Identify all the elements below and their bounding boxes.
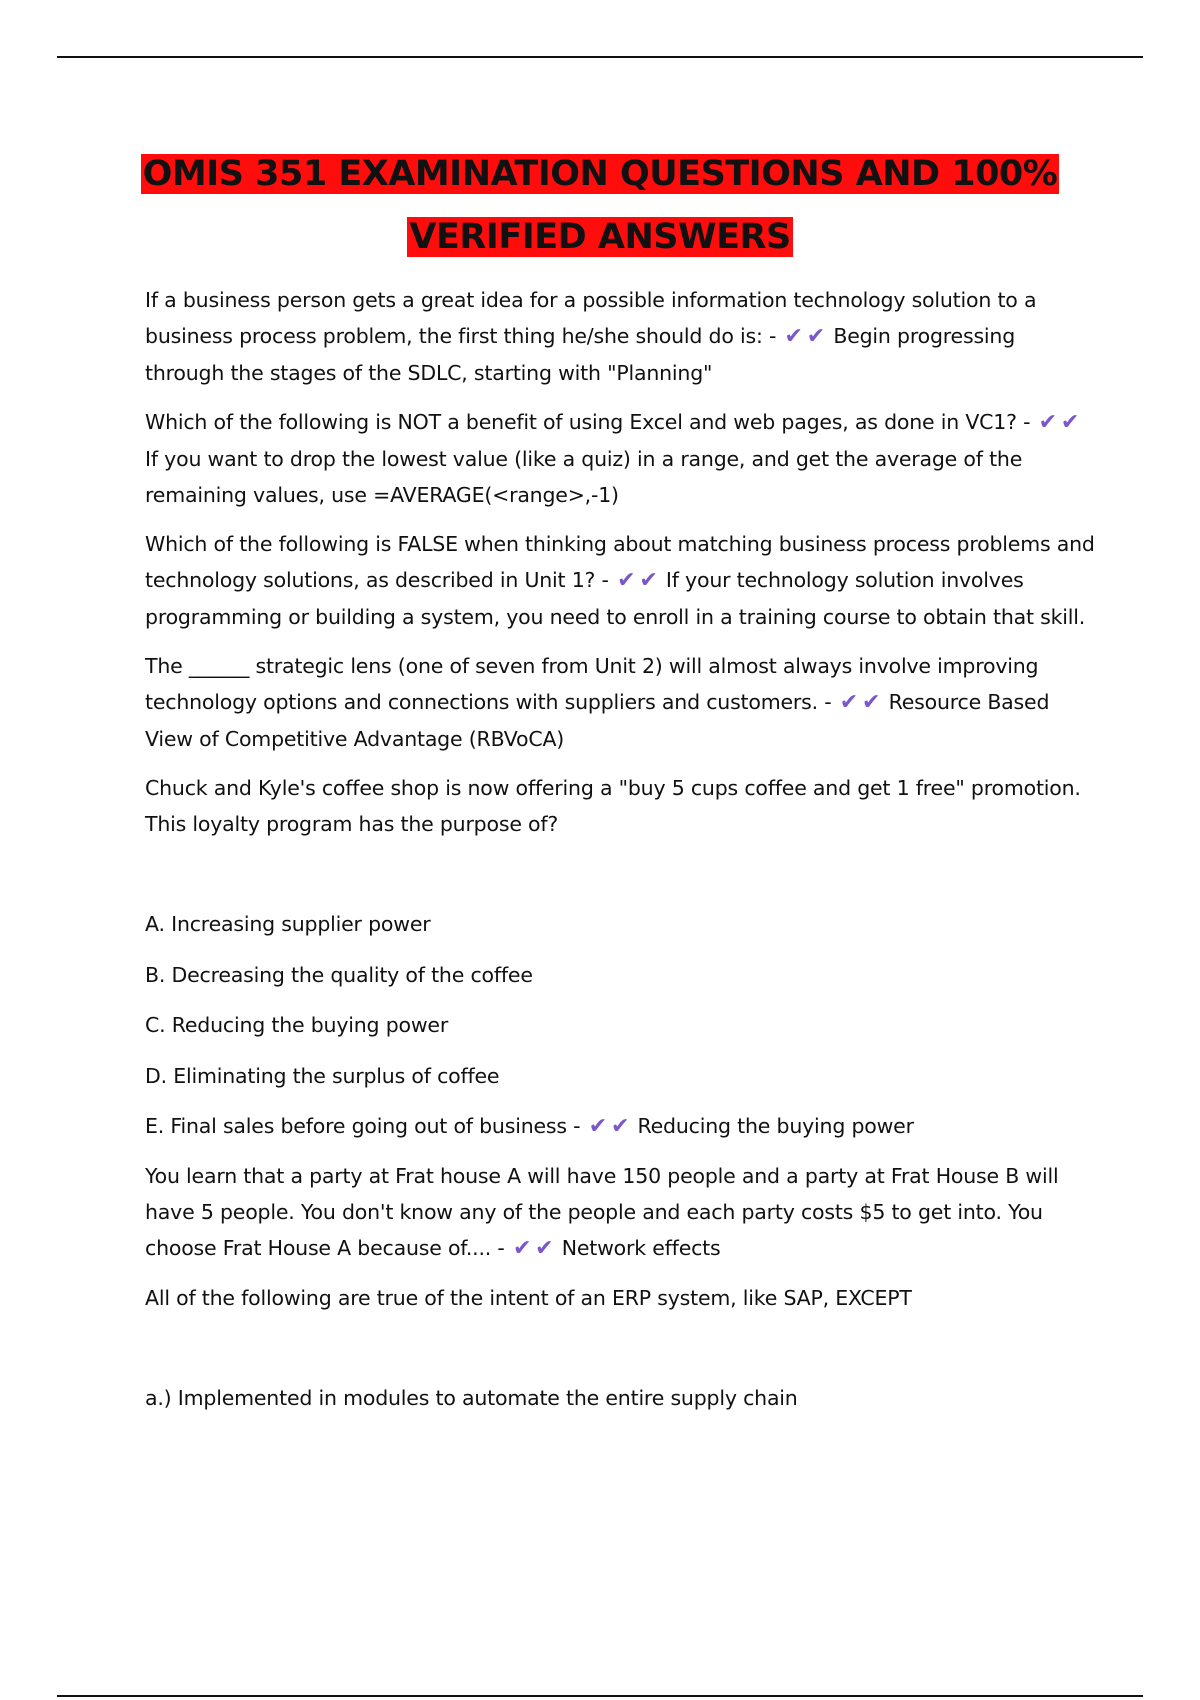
check-icon: ✔	[610, 1114, 630, 1139]
question-text: Which of the following is NOT a benefit of using Excel and web pages, as done in VC1? -	[145, 410, 1031, 434]
document-title	[60, 143, 1140, 269]
check-icon: ✔	[639, 568, 658, 593]
bottom-rule	[57, 1695, 1143, 1697]
qa-item	[145, 282, 1095, 391]
answer-option: D. Eliminating the surplus of coffee	[145, 1063, 500, 1088]
check-icon: ✔	[588, 1114, 607, 1139]
check-icon: ✔	[1060, 410, 1080, 435]
qa-item	[145, 648, 1095, 757]
answer-text: Network effects	[561, 1236, 721, 1260]
check-icon: ✔	[617, 568, 636, 593]
top-rule	[57, 56, 1143, 58]
answer-text: Resource Based View of Competitive Advantage (RBVoCA)	[145, 690, 1050, 751]
answer-text: Begin progressing through the stages of the SDLC, starting with "Planning"	[145, 324, 1016, 385]
qa-item	[145, 1158, 1095, 1267]
answer-text: Reducing the buying power	[637, 1114, 914, 1138]
question-text: All of the following are true of the intent of an ERP system, like SAP, EXCEPT	[145, 1286, 912, 1310]
check-icon: ✔	[862, 690, 881, 715]
check-icon: ✔	[839, 690, 859, 715]
answer-text: If you want to drop the lowest value (like a quiz) in a range, and get the average of the remaining values, use =AVERAGE(<range>,-1)	[145, 447, 1023, 507]
answer-text: If your technology solution involves programming or building a system, you need to enroll in a training course to obtain that skill.	[145, 568, 1086, 629]
question-text: Which of the following is FALSE when thinking about matching business process problems and technology solutions, as described in Unit 1? -	[145, 532, 1095, 592]
document-body	[145, 282, 1095, 1431]
check-icon: ✔	[784, 324, 803, 349]
question-text: You learn that a party at Frat house A will have 150 people and a party at Frat House B will have 5 people. You don't know any of the people and each party costs $5 to get into. You choose Frat House A because of.... -	[145, 1164, 1059, 1260]
qa-item	[145, 404, 1095, 513]
question-text: The ______ strategic lens (one of seven from Unit 2) will almost always involve improving technology options and connections with suppliers and customers. -	[145, 654, 1039, 714]
check-icon: ✔	[1038, 410, 1057, 435]
question-text: Chuck and Kyle's coffee shop is now offering a "buy 5 cups coffee and get 1 free" promotion. This loyalty program has the purpose of?	[145, 776, 1081, 836]
answer-option: A. Increasing supplier power	[145, 912, 431, 936]
question-text: If a business person gets a great idea for a possible information technology solution to a business process problem, the first thing he/she should do is: -	[145, 288, 1037, 348]
qa-item	[145, 1108, 1095, 1145]
check-icon: ✔	[535, 1236, 554, 1261]
answer-option: a.) Implemented in modules to automate the entire supply chain	[145, 1386, 798, 1410]
answer-option: E. Final sales before going out of business -	[145, 1114, 581, 1138]
title-line-2: VERIFIED ANSWERS	[409, 217, 791, 257]
title-line-1: OMIS 351 EXAMINATION QUESTIONS AND 100%	[142, 154, 1058, 194]
check-icon: ✔	[806, 324, 826, 349]
qa-item	[145, 526, 1095, 635]
answer-option: B. Decreasing the quality of the coffee	[145, 962, 533, 987]
check-icon: ✔	[512, 1236, 532, 1261]
answer-option: C. Reducing the buying power	[145, 1013, 449, 1037]
